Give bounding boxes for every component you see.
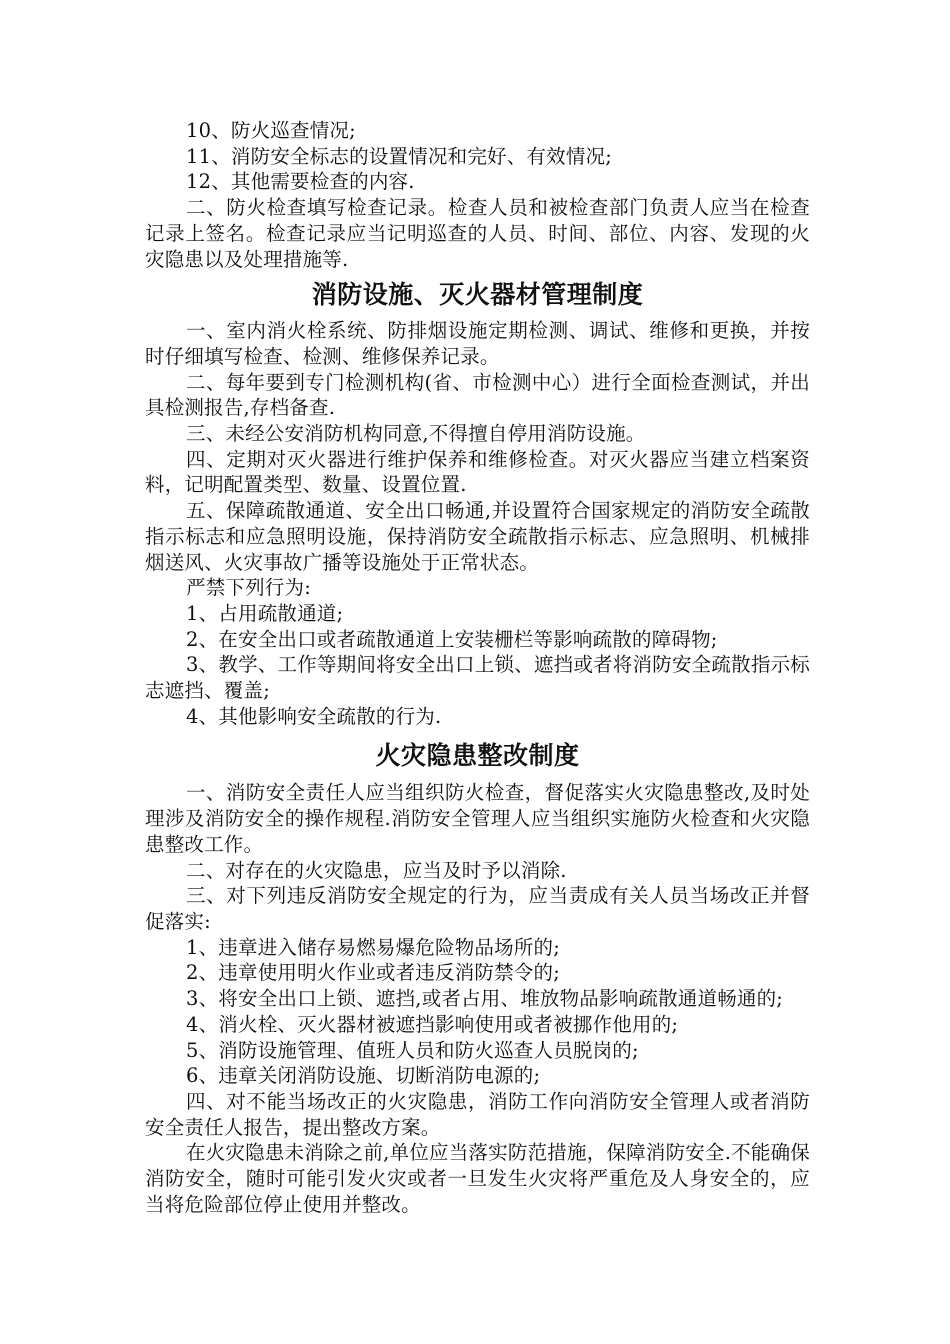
section-title: 消防设施、灭火器材管理制度 <box>311 280 644 310</box>
list-item: 1、占用疏散通道; <box>186 601 344 625</box>
paragraph: 二、防火检查填写检查记录。检查人员和被检查部门负责人应当在检查记录上签名。检查记录应当记明巡查的人员、时间、部位、内容、发现的火灾隐患以及处理措施等. <box>145 196 810 271</box>
paragraph: 二、对存在的火灾隐患，应当及时予以消除. <box>186 858 567 882</box>
list-item: 6、违章关闭消防设施、切断消防电源的; <box>186 1064 541 1088</box>
paragraph: 四、对不能当场改正的火灾隐患，消防工作向消防安全管理人或者消防安全责任人报告，提出整改方案。 <box>145 1089 810 1139</box>
paragraph: 11、消防安全标志的设置情况和完好、有效情况; <box>186 144 612 168</box>
paragraph: 10、防火巡查情况; <box>186 119 356 142</box>
section-inspection-tail <box>145 118 810 272</box>
paragraph: 三、未经公安消防机构同意,不得擅自停用消防设施。 <box>186 422 646 446</box>
section-hazard-rectification <box>145 743 810 1217</box>
list-item: 4、消火栓、灭火器材被遮挡影响使用或者被挪作他用的; <box>186 1012 679 1036</box>
paragraph: 一、消防安全责任人应当组织防火检查，督促落实火灾隐患整改,及时处理涉及消防安全的操作规程.消防安全管理人应当组织实施防火检查和火灾隐患整改工作。 <box>145 781 810 856</box>
list-item: 3、教学、工作等期间将安全出口上锁、遮挡或者将消防安全疏散指示标志遮挡、覆盖; <box>145 653 810 703</box>
paragraph: 二、每年要到专门检测机构(省、市检测中心）进行全面检查测试，并出具检测报告,存档备查. <box>145 370 810 420</box>
paragraph: 三、对下列违反消防安全规定的行为，应当责成有关人员当场改正并督促落实: <box>145 884 810 933</box>
paragraph: 四、定期对灭火器进行维护保养和维修检查。对灭火器应当建立档案资料，记明配置类型、数量、设置位置. <box>145 447 810 497</box>
paragraph: 五、保障疏散通道、安全出口畅通,并设置符合国家规定的消防安全疏散指示标志和应急照明设施，保持消防安全疏散指示标志、应急照明、机械排烟送风、火灾事故广播等设施处于正常状态。 <box>145 499 810 574</box>
paragraph: 12、其他需要检查的内容. <box>186 170 415 194</box>
section-title: 火灾隐患整改制度 <box>375 741 580 771</box>
list-item: 2、违章使用明火作业或者违反消防禁令的; <box>186 961 560 985</box>
list-item: 5、消防设施管理、值班人员和防火巡查人员脱岗的; <box>186 1038 639 1062</box>
document-page <box>145 118 810 1217</box>
list-item: 4、其他影响安全疏散的行为. <box>186 704 442 728</box>
paragraph: 在火灾隐患未消除之前,单位应当落实防范措施，保障消防安全.不能确保消防安全，随时可能引发火灾或者一旦发生火灾将严重危及人身安全的，应当将危险部位停止使用并整改。 <box>145 1141 810 1216</box>
section-fire-equipment <box>145 282 810 729</box>
paragraph: 严禁下列行为: <box>186 576 311 600</box>
list-item: 3、将安全出口上锁、遮挡,或者占用、堆放物品影响疏散通道畅通的; <box>186 987 784 1011</box>
list-item: 1、违章进入储存易燃易爆危险物品场所的; <box>186 935 560 959</box>
paragraph: 一、室内消火栓系统、防排烟设施定期检测、调试、维修和更换，并按时仔细填写检查、检测、维修保养记录。 <box>145 319 810 368</box>
list-item: 2、在安全出口或者疏散通道上安装栅栏等影响疏散的障碍物; <box>186 627 718 651</box>
